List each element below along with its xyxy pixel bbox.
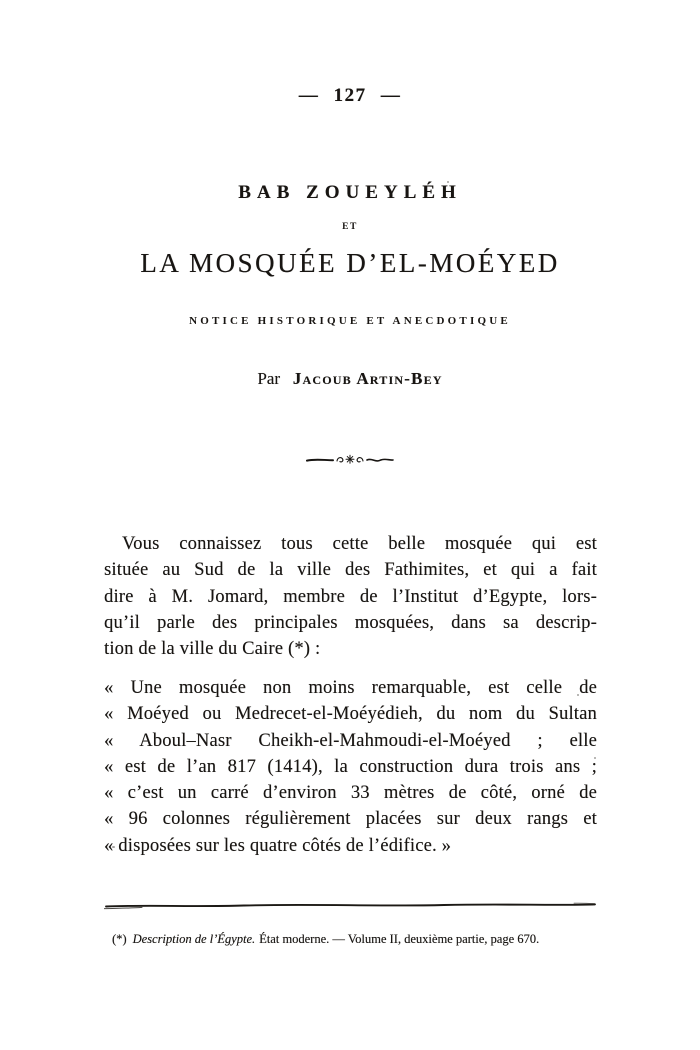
footnote-work-title: Description de l’Égypte. xyxy=(132,932,256,946)
footnote-rule xyxy=(104,899,597,917)
text-line: située au Sud de la ville des Fathimites, et qui a fait xyxy=(104,560,597,581)
text-line: qu’il parle des principales mosquées, dans sa descrip- xyxy=(104,612,597,633)
text-line: tion de la ville du Caire (*) : xyxy=(104,639,321,660)
main-title: LA MOSQUÉE D’EL-MOÉYED xyxy=(140,248,560,278)
intro-paragraph xyxy=(104,531,597,662)
subtitle: NOTICE HISTORIQUE ET ANECDOTIQUE xyxy=(189,315,511,327)
footnote-text: État moderne. — Volume II, deuxième partie, page 670. xyxy=(259,932,540,946)
divider-ornament-icon xyxy=(0,452,700,473)
text-line: « disposées sur les quatre côtés de l’édifice. » xyxy=(104,835,452,856)
text-line: dire à M. Jomard, membre de l’Institut d’Egypte, lors- xyxy=(104,586,597,607)
page-number: — 127 — xyxy=(298,85,402,106)
byline-name: Jacoub Artin-Bey xyxy=(292,369,443,388)
text-line: Vous connaissez tous cette belle mosquée qui est xyxy=(122,534,597,554)
main-title-top: BAB ZOUEYLÉH xyxy=(238,182,462,203)
footnote xyxy=(112,932,598,947)
byline xyxy=(0,369,700,389)
scan-speck xyxy=(577,694,579,696)
text-line: « Aboul–Nasr Cheikh-el-Mahmoudi-el-Moéyed ; elle xyxy=(104,730,597,751)
text-line: « Moéyed ou Medrecet-el-Moéyédieh, du nom du Sultan xyxy=(104,704,597,725)
text-line: « Une mosquée non moins remarquable, est celle de xyxy=(104,678,597,698)
title-connector: ET xyxy=(342,222,358,232)
text-line: « c’est un carré d’environ 33 mètres de côté, orné de xyxy=(104,783,597,804)
scan-speck xyxy=(594,757,596,759)
byline-prefix: Par xyxy=(257,369,281,388)
footnote-marker: (*) xyxy=(112,932,127,946)
scan-speck xyxy=(112,846,115,848)
scan-speck xyxy=(447,181,449,183)
text-line: « 96 colonnes régulièrement placées sur deux rangs et xyxy=(104,809,597,830)
quote-paragraph xyxy=(104,675,597,859)
text-line: « est de l’an 817 (1414), la construction dura trois ans ; xyxy=(104,756,597,777)
